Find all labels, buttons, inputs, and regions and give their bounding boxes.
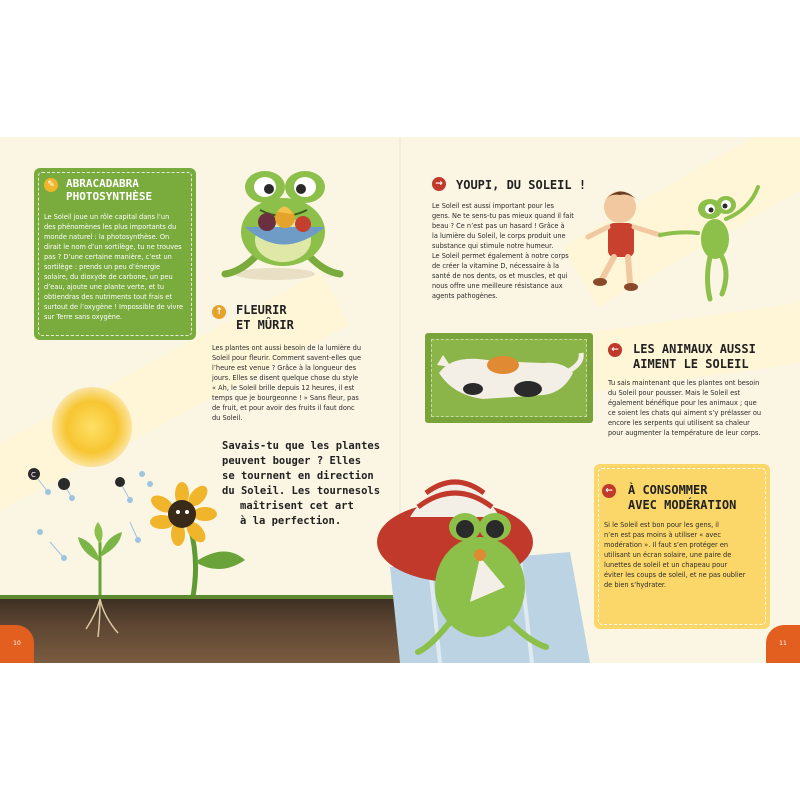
quote-line: peuvent bouger ? Elles [222,455,362,467]
body-line: solaire, du dioxyde de carbone, un peu [44,273,173,281]
box-title-line2: PHOTOSYNTHÈSE [66,190,153,203]
body-line: de fruit, et pour avoir des fruits il faut donc [212,404,355,412]
body-line: substance qui stimule notre humeur. [432,242,554,250]
box-title-line1: ABRACADABRA [66,177,139,190]
body-line: Le Soleil permet également à notre corps [432,252,569,260]
section-title-line1: LES ANIMAUX AUSSI [633,342,756,356]
grass-line [0,595,400,599]
body-line: n’en est pas moins à utiliser « avec [604,531,721,539]
box-title-line2: AVEC MODÉRATION [628,498,737,512]
quote-line: maîtrisent cet art [240,500,354,512]
frog-sunhat-illustration [370,457,600,663]
body-line: modération ». Il faut s’en protéger en [604,541,729,549]
body-line: des phénomènes les plus importants du [44,223,177,231]
body-line: agents pathogènes. [432,292,498,300]
arrow-right-icon: → [432,177,446,191]
photosynthesis-box [34,168,196,340]
body-line: la lumière du Soleil, le corps produit une [432,232,566,240]
body-line: d’eau, ajoute une plante verte, et tu [44,283,165,291]
body-line: monde naturel : la photosynthèse. On [44,233,170,241]
body-line: Si le Soleil est bon pour les gens, il [604,521,719,529]
frog-fruit-illustration [215,162,365,287]
section-title: YOUPI, DU SOLEIL ! [456,178,587,192]
soil-strip [0,597,400,663]
molecule-label: C [31,471,36,479]
body-line: du Soleil pour pousser. Mais le Soleil est [608,389,741,397]
boy-frog-dancing-illustration [580,179,770,309]
moderation-box [594,464,770,629]
body-line: sur Terre sans oxygène. [44,313,123,321]
body-line: santé de nos dents, os et muscles, et qui [432,272,568,280]
arrow-left-icon: ← [602,484,616,498]
quote-line: du Soleil. Les tournesols [222,485,381,497]
quote-line: à la perfection. [240,515,342,527]
body-line: également bénéfique pour les animaux ; que [608,399,757,407]
body-line: obtiendras des nutriments tout frais et [44,293,172,301]
body-line: du Soleil. [212,414,243,422]
sun-illustration [52,387,132,467]
section-title-line1: FLEURIR [236,303,287,317]
body-line: encore les serpents qui utilisent sa chaleur [608,419,750,427]
body-line: de créer la vitamine D, nécessaire à la [432,262,560,270]
section-title-line2: AIMENT LE SOLEIL [633,357,749,371]
body-line: l’heure est venue ? Grâce à la longueur des [212,364,357,372]
body-line: nous offre une meilleure résistance aux [432,282,563,290]
quote-line: Savais-tu que les plantes [222,440,381,452]
body-line: utilisant un écran solaire, une paire de [604,551,732,559]
body-line: surtout de l’oxygène ! Impossible de vivre [44,303,184,311]
quote-line: se tournent en direction [222,470,374,482]
pencil-icon: ✎ [44,178,58,192]
animals-text [608,378,778,438]
page-number-right: 11 [766,625,800,663]
body-line: sortilège : prends un peu d’énergie [44,263,161,271]
roots-illustration [78,599,128,639]
body-line: pour augmenter la température de leur corps. [608,429,761,437]
body-line: Les plantes ont aussi besoin de la lumière du [212,344,361,352]
sun-people-text [432,201,582,301]
page-number-left: 10 [0,625,34,663]
box-body [604,520,764,590]
body-line: de bien s’hydrater. [604,581,667,589]
box-title-line1: À CONSOMMER [628,483,708,497]
body-line: temps que je bourgeonne ! » Sans fleur, pas [212,394,359,402]
body-line: jours. Elles se disent quelque chose du style [212,374,359,382]
body-line: gens. Ne te sens-tu pas mieux quand il fait [432,212,574,220]
arrow-left-icon: ← [608,343,622,357]
body-line: Soleil pour fleurir. Comment savent-elles que [212,354,362,362]
body-line: Le Soleil est aussi important pour les [432,202,554,210]
flowering-text [212,343,372,423]
body-line: pas ? D’une certaine manière, c’est un [44,253,172,261]
sunflower-illustration [150,482,260,602]
seedling-illustration [70,522,130,602]
book-spread [0,137,800,663]
box-body [44,212,192,322]
body-line: dirait le nom d’un sortilège, tu ne trouves [44,243,182,251]
arrow-up-icon: ↑ [212,305,226,319]
body-line: ce soient les chats qui aiment s’y prélasser ou [608,409,762,417]
body-line: Le Soleil joue un rôle capital dans l’un [44,213,170,221]
body-line: Tu sais maintenant que les plantes ont besoin [608,379,760,387]
cat-icon [433,343,585,413]
body-line: lunettes de soleil et un chapeau pour [604,561,728,569]
section-title-line2: ET MÛRIR [236,318,294,332]
body-line: « Ah, le Soleil brille depuis 12 heures, il est [212,384,355,392]
cat-rug-illustration [425,333,593,423]
body-line: éviter les coups de soleil, et ne pas oublier [604,571,746,579]
body-line: beau ? Ce n’est pas un hasard ! Grâce à [432,222,565,230]
